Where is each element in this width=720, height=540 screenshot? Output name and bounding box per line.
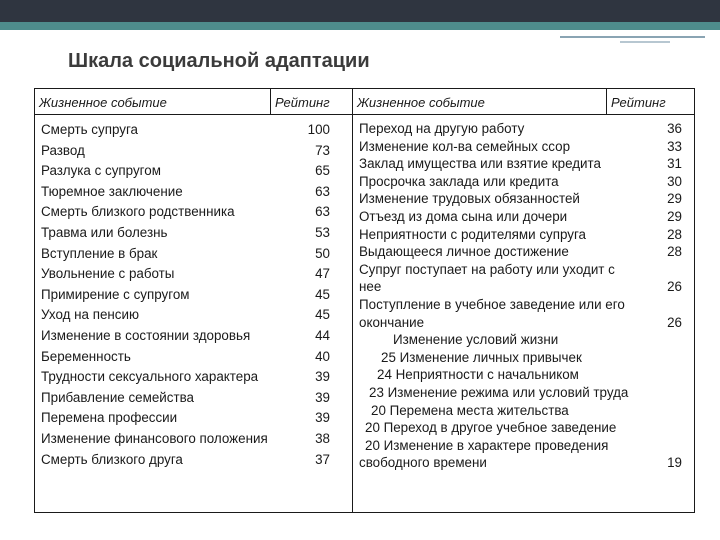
event-rating: 39 (315, 369, 330, 385)
event-name: Поступление в учебное заведение или его (359, 296, 625, 312)
event-name: Беременность (41, 348, 131, 364)
event-name: Супруг поступает на работу или уходит с (359, 261, 615, 277)
shifted-events-list (359, 331, 686, 454)
event-text: 20 Перемена места жительства (371, 402, 569, 418)
event-rating: 45 (315, 286, 330, 302)
event-rating: 65 (315, 163, 330, 179)
list-item (41, 367, 348, 388)
event-text: 20 Переход в другое учебное заведение (365, 420, 617, 436)
event-name: Прибавление семейства (41, 389, 194, 405)
event-rating: 63 (315, 183, 330, 199)
header-event-left: Жизненное событие (35, 89, 271, 115)
event-name: свободного времени (359, 455, 487, 471)
list-item-line (359, 314, 686, 332)
decor-line (560, 36, 705, 38)
adaptation-table (34, 88, 695, 513)
event-rating: 50 (315, 245, 330, 261)
event-name: Трудности сексуального характера (41, 369, 259, 385)
decor-line-short (620, 41, 670, 43)
list-item (41, 120, 348, 141)
event-name: Перемена профессии (41, 410, 178, 426)
header-event-right: Жизненное событие (353, 89, 607, 115)
list-item-line (359, 402, 686, 420)
event-name-cont: нее (359, 279, 382, 295)
right-events-cell (353, 115, 695, 513)
right-events-list (359, 120, 686, 261)
list-item-line (359, 349, 686, 367)
event-text: 20 Изменение в характере проведения (365, 437, 609, 453)
event-name: Изменение трудовых обязанностей (359, 191, 580, 207)
list-item-line (359, 437, 686, 455)
event-name: Смерть близкого родственника (41, 204, 235, 220)
event-name: Примирение с супругом (41, 286, 190, 302)
slide-accent-bar (0, 22, 720, 30)
event-rating: 45 (315, 307, 330, 323)
list-item (41, 450, 348, 471)
event-name: Изменение кол-ва семейных ссор (359, 138, 571, 154)
list-item (41, 161, 348, 182)
header-rating-left: Рейтинг (271, 89, 353, 115)
left-events-cell (35, 115, 353, 513)
list-item (41, 202, 348, 223)
event-name: Смерть близкого друга (41, 451, 183, 467)
list-item (41, 285, 348, 306)
event-name: Развод (41, 142, 85, 158)
event-rating: 26 (667, 279, 682, 295)
event-name: Выдающееся личное достижение (359, 244, 569, 260)
event-rating: 40 (315, 348, 330, 364)
event-rating: 39 (315, 410, 330, 426)
event-name: Заклад имущества или взятие кредита (359, 156, 601, 172)
event-rating: 39 (315, 389, 330, 405)
header-rating-right: Рейтинг (607, 89, 695, 115)
event-name: Отъезд из дома сына или дочери (359, 208, 568, 224)
event-rating: 31 (667, 156, 682, 172)
list-item (359, 190, 686, 208)
event-rating: 29 (667, 191, 682, 207)
list-item (359, 226, 686, 244)
list-item (41, 182, 348, 203)
list-item-line (359, 384, 686, 402)
list-item (41, 388, 348, 409)
list-item (41, 326, 348, 347)
event-text: 23 Изменение режима или условий труда (369, 384, 629, 400)
event-name: Переход на другую работу (359, 121, 525, 136)
event-name: Увольнение с работы (41, 266, 175, 282)
event-rating: 30 (667, 173, 682, 189)
event-name: Просрочка заклада или кредита (359, 173, 559, 189)
table-header (35, 89, 695, 115)
list-item (359, 120, 686, 138)
list-item (41, 408, 348, 429)
list-item (41, 264, 348, 285)
list-item (41, 141, 348, 162)
event-rating: 47 (315, 266, 330, 282)
event-name: Травма или болезнь (41, 224, 168, 240)
event-name: Вступление в брак (41, 245, 158, 261)
event-rating: 28 (667, 244, 682, 260)
event-text: 24 Неприятности с начальником (377, 367, 579, 383)
event-rating: 73 (315, 142, 330, 158)
event-rating: 38 (315, 430, 330, 446)
event-text: 25 Изменение личных привычек (381, 349, 582, 365)
event-text: Изменение условий жизни (393, 332, 559, 348)
list-item (359, 454, 686, 472)
event-name: Тюремное заключение (41, 183, 183, 199)
list-item (41, 347, 348, 368)
event-rating: 33 (667, 138, 682, 154)
slide-title: Шкала социальной адаптации (68, 50, 370, 72)
list-item-line (359, 296, 686, 314)
list-item-line (359, 331, 686, 349)
list-item (41, 429, 348, 450)
list-item (359, 208, 686, 226)
event-name: Изменение в состоянии здоровья (41, 327, 251, 343)
list-item (359, 155, 686, 173)
event-name: Уход на пенсию (41, 307, 140, 323)
event-rating: 29 (667, 208, 682, 224)
event-rating: 26 (667, 314, 682, 330)
event-name: Смерть супруга (41, 122, 138, 137)
event-rating: 63 (315, 204, 330, 220)
list-item (359, 173, 686, 191)
event-rating: 36 (667, 121, 682, 136)
list-item (359, 243, 686, 261)
list-item (41, 223, 348, 244)
list-item-line (359, 366, 686, 384)
event-name-cont: окончание (359, 314, 425, 330)
list-item (359, 138, 686, 156)
event-name: Изменение финансового положения (41, 430, 268, 446)
left-events-list (41, 120, 348, 470)
event-name: Разлука с супругом (41, 163, 161, 179)
list-item (41, 244, 348, 265)
list-item-line (359, 261, 686, 279)
event-rating: 44 (315, 327, 330, 343)
event-name: Неприятности с родителями супруга (359, 226, 586, 242)
list-item-line (359, 278, 686, 296)
wrapped-events-list (359, 261, 686, 331)
slide-top-bar (0, 0, 720, 22)
event-rating: 37 (315, 451, 330, 467)
event-rating: 100 (307, 122, 330, 137)
list-item-line (359, 419, 686, 437)
event-rating: 19 (667, 455, 682, 471)
list-item (41, 305, 348, 326)
event-rating: 53 (315, 224, 330, 240)
event-rating: 28 (667, 226, 682, 242)
